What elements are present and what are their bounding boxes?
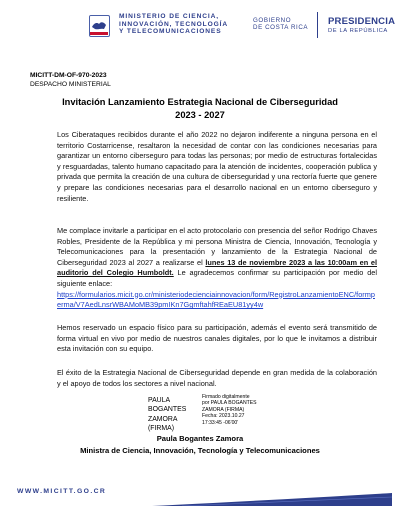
invitation-text: Me complace invitarle a participar en el acto protocolario con presencia del señor Rodrigo Chaves Robles, Presidente de la República y mi persona Ministra de Ciencia, Innovación, Tecnología y Telecomunicaciones para la presentación y lanzamiento de la Estrategia Nacional de Ciberseguridad 2023 al 2027 a realizarse el [57, 226, 377, 267]
ministry-name-line: MINISTERIO DE CIENCIA, [119, 13, 220, 20]
signer-title: Ministra de Ciencia, Innovación, Tecnología y Telecomunicaciones [80, 445, 320, 455]
signature-detail-line: por PAULA BOGANTES [202, 400, 257, 407]
title-line: Invitación Lanzamiento Estrategia Nacional de Ciberseguridad [62, 97, 338, 107]
signature-detail-line: Fecha: 2023.10.27 [202, 413, 245, 420]
ministry-name-line: Y TELECOMUNICACIONES [119, 28, 222, 36]
government-line: GOBIERNO [253, 17, 292, 24]
registration-link[interactable]: https://formularios.micit.go.cr/ministeriodecienciainnovacion/form/RegistroLanzamientoENC/formperma/V7AedLnsrWBAMoMB39pmIKn7GgmftahfREaEU81yy4w [57, 289, 375, 310]
office-name: DESPACHO MINISTERIAL [30, 81, 111, 88]
document-title [30, 96, 370, 121]
reference-number: MICITT-DM-OF-970-2023 [30, 72, 107, 79]
digital-signature-name [148, 396, 186, 434]
invitation-text-cont: Le agradecemos confirmar su participación por medio del siguiente enlace: [57, 268, 378, 288]
footer-website[interactable]: WWW.MICITT.GO.CR [17, 488, 107, 495]
government-line: DE COSTA RICA [253, 24, 309, 32]
title-line: 2023 - 2027 [175, 109, 225, 120]
presidency-subtitle: DE LA REPÚBLICA [328, 28, 388, 34]
signature-name-line: ZAMORA [148, 415, 178, 423]
ministry-name-line: INNOVACIÓN, TECNOLOGÍA [119, 20, 229, 28]
signature-name-line: BOGANTES [148, 406, 187, 414]
presidency-title: PRESIDENCIA [328, 16, 396, 27]
digital-signature-details [202, 394, 257, 426]
document-reference [30, 71, 111, 89]
paragraph-attendance: Hemos reservado un espacio físico para su participación, además el evento será transmitido de forma virtual en vivo por medio de nuestros canales digitales, por lo que le invitamos a distribuir esta invitación con su equipo. [57, 323, 377, 354]
presidency-label [328, 16, 395, 34]
signature-name-line: PAULA [148, 397, 171, 404]
letterhead [0, 0, 400, 55]
government-label [253, 17, 308, 32]
paragraph-closing: El éxito de la Estrategia Nacional de Ciberseguridad depende en gran medida de la colaboración y el apoyo de todos los sectores a nivel nacional. [57, 368, 377, 388]
paragraph-intro: Los Ciberataques recibidos durante el año 2022 no dejaron indiferente a ninguna persona en el territorio Costarricense, resaltaron la necesidad de contar con las condiciones necesarias para garantizar un entorno ciberseguro para todas las personas; por medio de estructuras fortalecidas y resguardadas, talento humano capacitado para la atención de incidentes, cooperación publica y privada que permita la creación de una cultura de ciberseguridad y una rectoría fuerte que genere y prepare las condiciones necesarias para el desarrollo nacional en un entorno ciberseguro y resiliente. [57, 130, 377, 203]
signer-name: Paula Bogantes Zamora [156, 434, 244, 443]
signature-detail-line: Firmado digitalmente [202, 394, 250, 400]
signature-detail-line: 17:33:45 -06'00' [202, 419, 239, 426]
footer-band [152, 493, 392, 506]
costa-rica-map-icon [89, 15, 110, 37]
event-date-highlight: lunes 13 de noviembre 2023 a las 10:00am en el auditorio del Colegio Humboldt. [57, 257, 377, 278]
signature-name-line: (FIRMA) [148, 425, 175, 433]
paragraph-invitation [57, 226, 377, 311]
header-divider [317, 12, 318, 38]
signature-detail-line: ZAMORA (FIRMA) [202, 406, 245, 413]
ministry-name [119, 13, 228, 36]
signer-block [40, 433, 360, 456]
